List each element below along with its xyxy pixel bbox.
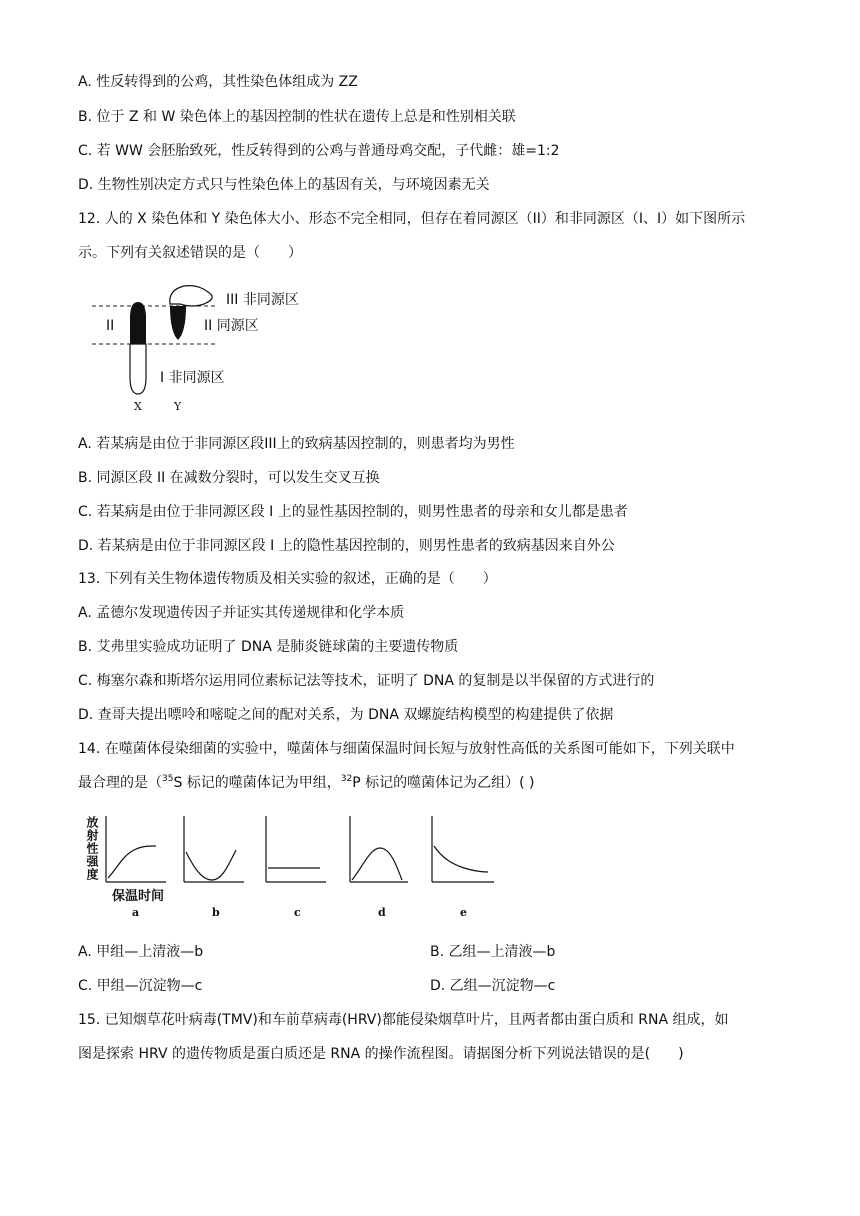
graph-ylabel: 放射性强度 xyxy=(85,816,99,881)
x-chromosome-homologous xyxy=(130,302,146,344)
q12-stem-line1: 12. 人的 X 染色体和 Y 染色体大小、形态不完全相同，但存在着同源区（II）和非同源区（I、I）如下图所示 xyxy=(78,211,746,227)
q14-stem-pre: 最合理的是（ xyxy=(78,775,162,791)
q14-sup-32: 32 xyxy=(340,774,353,784)
q15-stem-line2: 图是探索 HRV 的遗传物质是蛋白质还是 RNA 的操作流程图。请据图分析下列说法错误的是( ) xyxy=(78,1046,684,1062)
figure-label-y: Y xyxy=(174,400,182,413)
q11-option-d: D. 生物性别决定方式只与性染色体上的基因有关，与环境因素无关 xyxy=(78,177,490,193)
q12-option-a: A. 若某病是由位于非同源区段III上的致病基因控制的，则患者均为男性 xyxy=(78,436,515,452)
figure-label-i: I 非同源区 xyxy=(160,370,225,386)
q12-option-d: D. 若某病是由位于非同源区段 I 上的隐性基因控制的，则男性患者的致病基因来自外公 xyxy=(78,538,615,554)
q14-option-b: B. 乙组—上清液—b xyxy=(430,944,556,960)
q13-option-d: D. 查哥夫提出嘌呤和嘧啶之间的配对关系，为 DNA 双螺旋结构模型的构建提供了依据 xyxy=(78,707,614,723)
q14-sup-35: 35 xyxy=(162,774,174,784)
q11-option-c: C. 若 WW 会胚胎致死，性反转得到的公鸡与普通母鸡交配，子代雌：雄=1:2 xyxy=(78,143,560,159)
graph-label-a: a xyxy=(132,906,140,919)
graph-e xyxy=(432,816,494,882)
q13-stem: 13. 下列有关生物体遗传物质及相关实验的叙述，正确的是（ ） xyxy=(78,571,497,587)
x-chromosome-nonhomologous xyxy=(130,344,146,394)
q12-option-b: B. 同源区段 II 在减数分裂时，可以发生交叉互换 xyxy=(78,470,380,486)
figure-label-ii: II 同源区 xyxy=(204,318,259,334)
figure-label-x: X xyxy=(134,400,142,413)
graph-d xyxy=(350,816,408,882)
q14-option-a: A. 甲组—上清液—b xyxy=(78,944,204,960)
q12-stem-line2: 示。下列有关叙述错误的是（ ） xyxy=(78,245,302,261)
q14-stem-line1: 14. 在噬菌体侵染细菌的实验中，噬菌体与细菌保温时间长短与放射性高低的关系图可能如下，下列关联中 xyxy=(78,741,735,757)
y-chromosome-nonhomologous-iii xyxy=(170,286,212,306)
graph-c xyxy=(266,816,326,882)
q14-stem-mid: S 标记的噬菌体记为甲组， xyxy=(173,775,341,791)
y-chromosome-homologous xyxy=(170,306,186,340)
q11-option-a: A. 性反转得到的公鸡，其性染色体组成为 ZZ xyxy=(78,74,358,90)
q13-option-b: B. 艾弗里实验成功证明了 DNA 是肺炎链球菌的主要遗传物质 xyxy=(78,639,459,655)
graph-a xyxy=(106,816,166,882)
graph-b xyxy=(184,816,244,882)
q15-stem-line1: 15. 已知烟草花叶病毒(TMV)和车前草病毒(HRV)都能侵染烟草叶片，且两者都由蛋白质和 RNA 组成，如 xyxy=(78,1012,729,1028)
figure-label-iii: III 非同源区 xyxy=(226,292,299,308)
q12-option-c: C. 若某病是由位于非同源区段 I 上的显性基因控制的，则男性患者的母亲和女儿都是患者 xyxy=(78,504,628,520)
q14-option-d: D. 乙组—沉淀物—c xyxy=(430,978,556,994)
q14-option-c: C. 甲组—沉淀物—c xyxy=(78,978,203,994)
graph-label-b: b xyxy=(212,906,220,919)
q13-option-a: A. 孟德尔发现遗传因子并证实其传递规律和化学本质 xyxy=(78,605,405,621)
q13-option-c: C. 梅塞尔森和斯塔尔运用同位素标记法等技术，证明了 DNA 的复制是以半保留的方式进行的 xyxy=(78,673,655,689)
xy-chromosome-figure xyxy=(88,282,318,414)
q14-stem-post: P 标记的噬菌体记为乙组）( ) xyxy=(352,775,535,791)
graph-xlabel: 保温时间 xyxy=(112,889,165,904)
q14-stem-line2 xyxy=(78,773,535,793)
graph-label-e: e xyxy=(460,906,467,919)
radioactivity-graphs-figure xyxy=(78,808,508,924)
q11-option-b: B. 位于 Z 和 W 染色体上的基因控制的性状在遗传上总是和性别相关联 xyxy=(78,109,516,125)
graph-label-c: c xyxy=(294,906,301,919)
graph-label-d: d xyxy=(378,906,386,919)
figure-label-left-ii: II xyxy=(106,318,115,334)
